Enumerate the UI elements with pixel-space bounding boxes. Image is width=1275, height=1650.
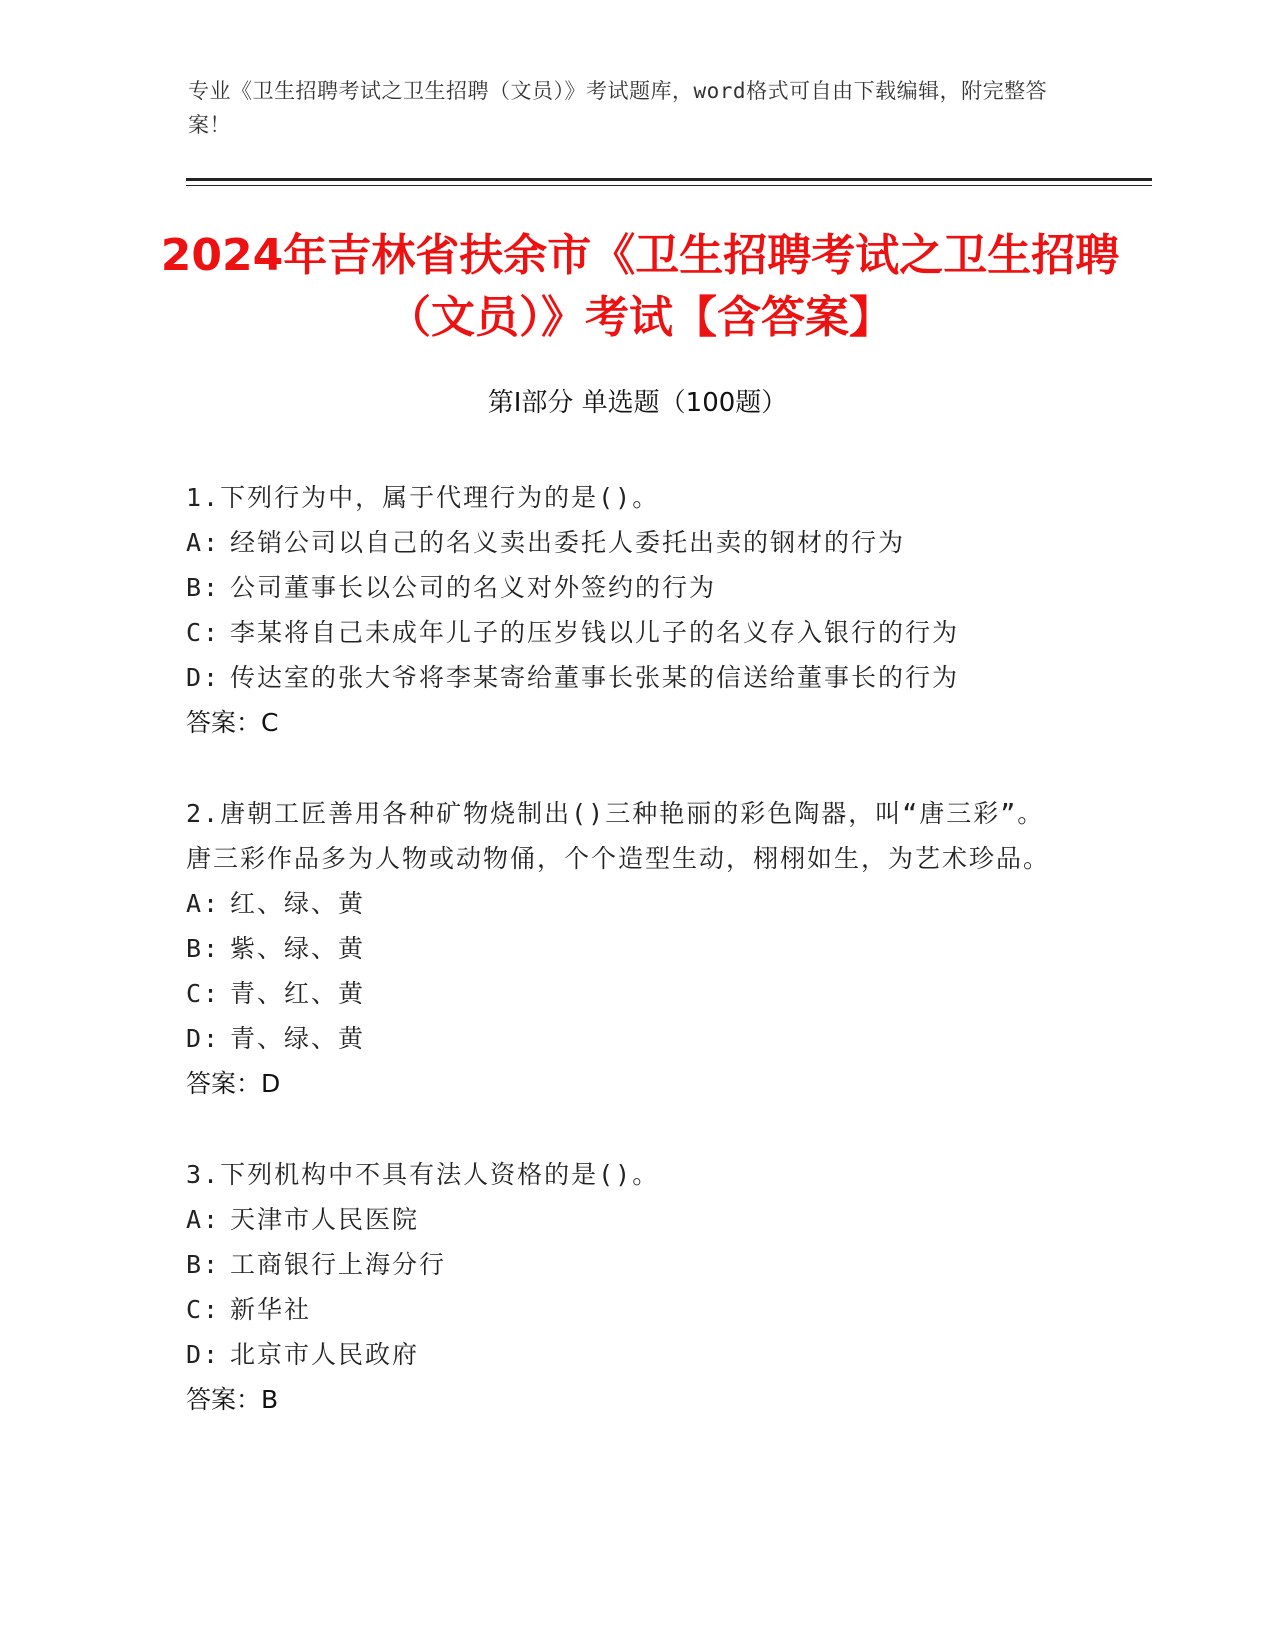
question-option xyxy=(186,926,1066,971)
question-stem: 1.下列行为中，属于代理行为的是()。 xyxy=(186,483,660,512)
option-text: 经销公司以自己的名义卖出委托人委托出卖的钢材的行为 xyxy=(230,528,906,557)
question-item xyxy=(186,791,1066,1106)
question-option xyxy=(186,1332,1066,1377)
option-letter: A: xyxy=(186,889,221,918)
option-text: 李某将自己未成年儿子的压岁钱以儿子的名义存入银行的行为 xyxy=(230,618,960,647)
option-letter: D: xyxy=(186,1340,221,1369)
section-title: 第Ⅰ部分 单选题（100题） xyxy=(487,388,788,418)
option-text: 红、绿、黄 xyxy=(230,889,366,918)
option-text: 北京市人民政府 xyxy=(230,1340,420,1369)
option-text: 新华社 xyxy=(230,1295,312,1324)
question-option xyxy=(186,1242,1066,1287)
question-answer: 答案：D xyxy=(186,1069,281,1098)
question-list xyxy=(186,475,1066,1468)
option-letter: B: xyxy=(186,934,221,963)
document-title: 2024年吉林省扶余市《卫生招聘考试之卫生招聘（文员）》考试【含答案】 xyxy=(160,230,1120,343)
option-letter: D: xyxy=(186,1024,221,1053)
question-option xyxy=(186,1287,1066,1332)
question-item xyxy=(186,475,1066,745)
question-option xyxy=(186,655,1066,700)
header-divider-thin xyxy=(186,185,1152,186)
option-letter: D: xyxy=(186,663,221,692)
option-letter: B: xyxy=(186,573,221,602)
question-option xyxy=(186,1016,1066,1061)
option-letter: B: xyxy=(186,1250,221,1279)
option-text: 青、红、黄 xyxy=(230,979,366,1008)
option-text: 天津市人民医院 xyxy=(230,1205,420,1234)
option-text: 传达室的张大爷将李某寄给董事长张某的信送给董事长的行为 xyxy=(230,663,960,692)
question-item xyxy=(186,1152,1066,1422)
header-note: 专业《卫生招聘考试之卫生招聘（文员）》考试题库，word格式可自由下载编辑，附完整答案！ xyxy=(188,79,1048,137)
question-stem: 3.下列机构中不具有法人资格的是()。 xyxy=(186,1160,660,1189)
question-option xyxy=(186,520,1066,565)
option-letter: C: xyxy=(186,979,221,1008)
question-option xyxy=(186,565,1066,610)
option-letter: A: xyxy=(186,528,221,557)
question-answer: 答案：B xyxy=(186,1385,279,1414)
question-stem: 2.唐朝工匠善用各种矿物烧制出()三种艳丽的彩色陶器，叫“唐三彩”。唐三彩作品多为人物或动物俑，个个造型生动，栩栩如生，为艺术珍品。 xyxy=(186,799,1051,873)
question-option xyxy=(186,1197,1066,1242)
question-option xyxy=(186,881,1066,926)
question-answer: 答案：C xyxy=(186,708,279,737)
question-option xyxy=(186,971,1066,1016)
question-option xyxy=(186,610,1066,655)
option-text: 工商银行上海分行 xyxy=(230,1250,447,1279)
option-text: 公司董事长以公司的名义对外签约的行为 xyxy=(230,573,717,602)
header-divider-thick xyxy=(186,178,1152,181)
option-text: 青、绿、黄 xyxy=(230,1024,366,1053)
option-letter: A: xyxy=(186,1205,221,1234)
option-text: 紫、绿、黄 xyxy=(230,934,366,963)
option-letter: C: xyxy=(186,1295,221,1324)
option-letter: C: xyxy=(186,618,221,647)
